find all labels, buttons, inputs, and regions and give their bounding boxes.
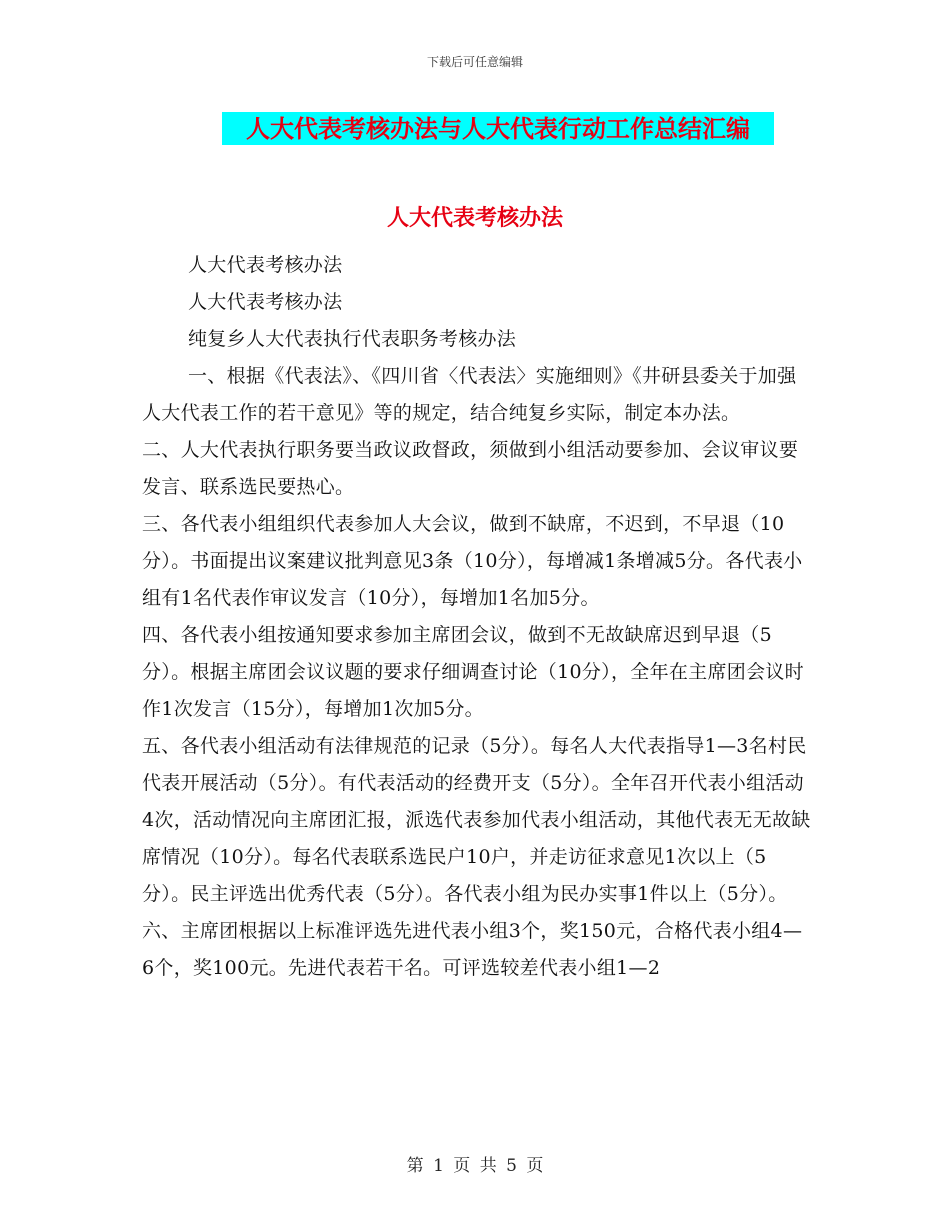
page-header-note: 下载后可任意编辑 xyxy=(426,55,523,69)
page-number-footer: 第 1 页 共 5 页 xyxy=(406,1156,544,1176)
paragraph: 五、各代表小组活动有法律规范的记录（5分）。每名人大代表指导1—3名村民代表开展活动（5分）。有代表活动的经费开支（5分）。全年召开代表小组活动4次，活动情况向主席团汇报，派选代表参加代表小组活动，其他代表无无故缺席情况（10分）。每名代表联系选民户10户，并走访征求意见1次以上（5分）。民主评选出优秀代表（5分）。各代表小组为民办实事1件以上（5分）。 xyxy=(142,735,811,905)
paragraph: 纯复乡人大代表执行代表职务考核办法 xyxy=(188,328,517,350)
document-title: 人大代表考核办法与人大代表行动工作总结汇编 xyxy=(222,112,774,145)
paragraph: 人大代表考核办法 xyxy=(188,254,343,276)
paragraph: 四、各代表小组按通知要求参加主席团会议，做到不无故缺席迟到早退（5分）。根据主席团会议议题的要求仔细调查讨论（10分），全年在主席团会议时作1次发言（15分），每增加1次加5分。 xyxy=(142,624,804,720)
paragraph: 人大代表考核办法 xyxy=(188,291,343,313)
paragraph: 三、各代表小组组织代表参加人大会议，做到不缺席，不迟到，不早退（10分）。书面提出议案建议批判意见3条（10分），每增减1条增减5分。各代表小组有1名代表作审议发言（10分），每增加1名加5分。 xyxy=(142,513,803,609)
document-body xyxy=(142,247,812,987)
paragraph: 一、根据《代表法》、《四川省〈代表法〉实施细则》《井研县委关于加强人大代表工作的若干意见》等的规定，结合纯复乡实际，制定本办法。 xyxy=(142,365,797,424)
section-title: 人大代表考核办法 xyxy=(386,205,563,231)
paragraph: 六、主席团根据以上标准评选先进代表小组3个，奖150元，合格代表小组4—6个，奖100元。先进代表若干名。可评选较差代表小组1—2 xyxy=(142,920,803,979)
paragraph: 二、人大代表执行职务要当政议政督政，须做到小组活动要参加、会议审议要发言、联系选民要热心。 xyxy=(142,439,799,498)
